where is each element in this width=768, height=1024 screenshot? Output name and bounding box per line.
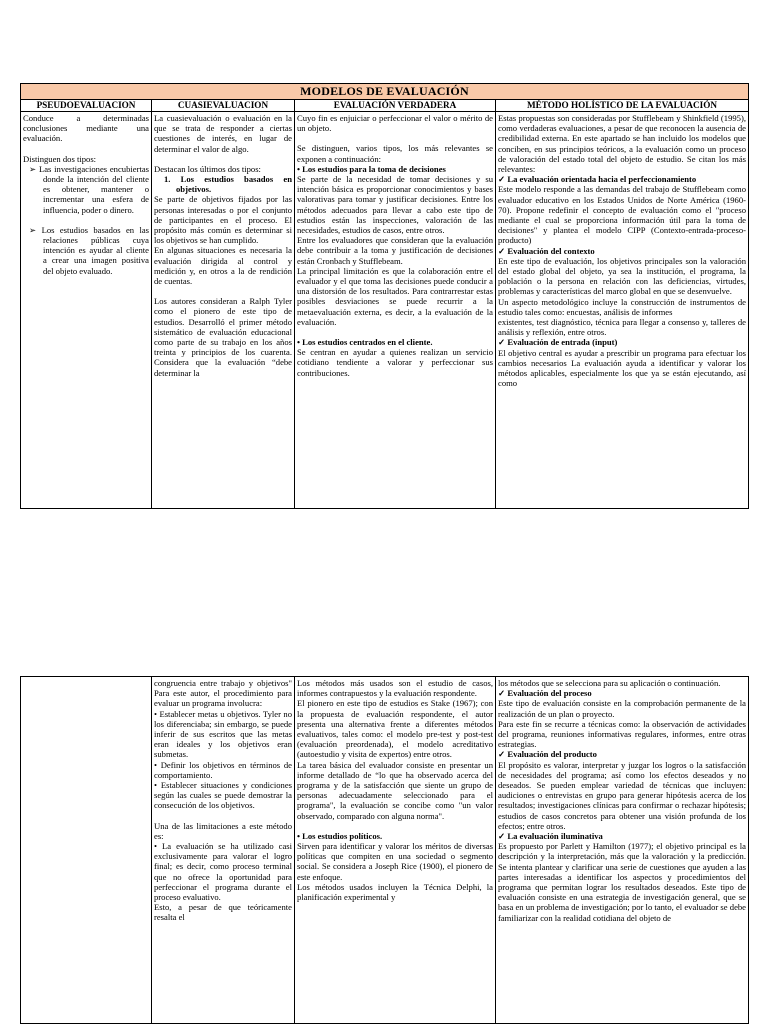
paragraph: Estas propuestas son consideradas por Stufflebeam y Shinkfield (1995), como verdaderas evaluaciones, a pesar de que reconocen la ausencia de credibilidad externa. En este apartado se han incluido los modelos que conciben, en sus principios teóricos, a la evaluación como un proceso de valoración del estado total del objeto de estudio. Se citan los más relevantes: [498,113,746,175]
cell-pseudoevaluacion [21,112,152,509]
check-heading: ✓ Evaluación del proceso [498,688,592,699]
paragraph: Una de las limitaciones a este método es: [154,820,292,841]
paragraph: Los autores consideran a Ralph Tyler como el pionero de este tipo de estudios. Desarrolló el primer método sistemático de evaluación educacional como parte de su trabajo en los años treinta y principios de los cuarenta. Considera que la evaluación “debe determinar la [154,296,292,378]
cell-cuasievaluacion [152,112,295,509]
cell-metodo-holistico [496,112,749,509]
paragraph: Es propuesto por Parlett y Hamilton (1977); el objetivo principal es la descripción y la interpretación, más que la valoración y la predicción. Se intenta plantear y clarificar una serie de cuestiones que ayuden a las partes interesadas a identificar los aspectos y procedimientos del programa que permitan lograr los resultados deseados. Este tipo de evaluación consiste en una estrategia de investigación general, que se basa en un problema de investigación; por lo tanto, el evaluador se debe familiarizar con la realidad cotidiana del objeto de [498,841,746,923]
header-cuasievaluacion: CUASIEVALUACION [152,100,295,112]
paragraph: Este modelo responde a las demandas del trabajo de Stufflebeam como evaluador educativo en los Estados Unidos de Norte América (1960-70). Propone redefinir el concepto de evaluación como el "proceso mediante el cual se proporciona información útil para la toma de decisiones" y plantea el modelo CIPP (Contexto-entrada-proceso-producto) [498,184,746,246]
paragraph: Entre los evaluadores que consideran que la evaluación debe contribuir a la toma y justificación de decisiones están Cronbach y Stufflebeam. [297,235,493,266]
evaluation-models-table-page1 [20,83,749,509]
evaluation-models-table-page2 [20,676,749,1024]
paragraph: existentes, test diagnóstico, técnica para llegar a consenso y, talleres de análisis y reflexión, entre otros. [498,317,746,338]
paragraph: Los métodos más usados son el estudio de casos, informes contrapuestos y la evaluación respondente. [297,678,493,699]
paragraph: congruencia entre trabajo y objetivos" Para este autor, el procedimiento para evaluar un programa involucra: [154,678,292,709]
check-heading: ✓ La evaluación iluminativa [498,831,603,842]
paragraph: Conduce a determinadas conclusiones mediante una evaluación. [23,113,149,144]
header-pseudoevaluacion: PSEUDOEVALUACION [21,100,152,112]
paragraph: En este tipo de evaluación, los objetivos principales son la valoración del estado global del objeto, ya sea la institución, el programa, la población o la persona en relación con las deficiencias, virtudes, problemas y características del marco global en que se desenvuelve. [498,255,746,297]
cell-evaluacion-verdadera-cont [295,677,496,1024]
paragraph: Sirven para identificar y valorar los méritos de diversas políticas que compiten en una sociedad o segmento social. Se considera a Joseph Rice (1900), el pionero de este enfoque. [297,841,493,882]
check-heading: ✓ Evaluación del producto [498,749,597,760]
bullet-heading: • Los estudios para la toma de decisiones [297,163,446,174]
paragraph: El pionero en este tipo de estudios es Stake (1967); con la propuesta de evaluación respondente, el autor presenta una alternativa frente a diferentes métodos evaluativos, tales como: el modelo pre-test y post-test (evaluación preordenada), el modelo acreditativo (autoestudio y visita de expertos) entre otros. [297,698,493,760]
document-title: MODELOS DE EVALUACIÓN [21,84,749,100]
cell-evaluacion-verdadera [295,112,496,509]
paragraph: Un aspecto metodológico incluye la construcción de instrumentos de estudio tales como: encuestas, análisis de informes [498,296,746,317]
paragraph: Se centran en ayudar a quienes realizan un servicio cotidiano tendiente a valorar y perfeccionar sus contribuciones. [297,347,493,378]
list-item: • La evaluación se ha utilizado casi exclusivamente para valorar el logro final; es decir, como proceso terminal que no ofrece la oportunidad para perfeccionar el programa durante el proceso evaluativo. [154,841,292,903]
cell-metodo-holistico-cont [496,677,749,1024]
cell-cuasievaluacion-cont [152,677,295,1024]
numbered-heading: 1. Los estudios basados en objetivos. [164,174,292,195]
check-heading: ✓ La evaluación orientada hacia el perfeccionamiento [498,174,697,185]
paragraph: La tarea básica del evaluador consiste en presentar un informe detallado de “lo que ha observado acerca del programa y de la satisfacción que siente un grupo de personas adecuadamente seleccionado para el programa", la evaluación se concibe como "un valor observado, comparado con alguna norma". [297,759,493,821]
paragraph: La cuasievaluación o evaluación en la que se trata de responder a ciertas cuestiones de interés, en lugar de determinar el valor de algo. [154,113,292,154]
paragraph: Destacan los últimos dos tipos: [154,163,261,174]
paragraph: El objetivo central es ayudar a prescribir un programa para efectuar los cambios necesarios La evaluación ayuda a identificar y valorar los métodos aplicables, especialmente los que ya se están ejecutando, así como [498,347,746,389]
bullet-heading: • Los estudios centrados en el cliente. [297,337,433,348]
header-evaluacion-verdadera: EVALUACIÓN VERDADERA [295,100,496,112]
paragraph: Distinguen dos tipos: [23,153,97,164]
paragraph: La principal limitación es que la colaboración entre el evaluador y el que toma las decisiones puede conducir a una distorsión de los resultados. Para contrarrestar estas posibles desviaciones se puede recurrir a la metaevaluación externa, es decir, a la evaluación de la evaluación. [297,265,493,327]
paragraph: Se parte de objetivos fijados por las personas interesadas o por el conjunto de participantes en el proceso. El propósito más común es determinar si los objetivos se han cumplido. [154,194,292,246]
paragraph: Cuyo fin es enjuiciar o perfeccionar el valor o mérito de un objeto. [297,113,493,134]
cell-pseudoevaluacion-cont [21,677,152,1024]
paragraph: Se parte de la necesidad de tomar decisiones y su intención básica es proporcionar conocimientos y bases valorativas para tomar y justificar decisiones. Entre los métodos adecuados para llevar a cabo este tipo de estudios están las inspecciones, valoración de las necesidades, estudios de casos, entre otros. [297,174,493,236]
bullet-item: ➢ Los estudios basados en las relaciones públicas cuya intención es ayudar al cliente a crear una imagen positiva del objeto evaluado. [29,224,149,276]
list-item: • Definir los objetivos en términos de comportamiento. [154,759,292,780]
paragraph: En algunas situaciones es necesaria la evaluación dirigida al control y medición y, en otros a la de rendición de cuentas. [154,245,292,287]
list-item: • Establecer metas u objetivos. Tyler no los diferenciaba; sin embargo, se puede inferir de sus escritos que las metas eran ideales y los objetivos eran submetas. [154,708,292,760]
check-heading: ✓ Evaluación del contexto [498,245,595,256]
paragraph: Esto, a pesar de que teóricamente resalta el [154,902,292,923]
check-heading: ✓ Evaluación de entrada (input) [498,337,618,348]
paragraph: Este tipo de evaluación consiste en la comprobación permanente de la realización de un plan o proyecto. [498,698,746,719]
paragraph: El propósito es valorar, interpretar y juzgar los logros o la satisfacción de necesidades del programa; así como los efectos deseados y no deseados. Se pueden emplear variedad de técnicas que incluyen: audiciones o entrevistas en grupo para generar hipótesis acerca de los resultados; investigaciones clínicas para confirmar o rechazar hipótesis; estudios de casos concretos para obtener una visión profunda de los efectos; entre otros. [498,759,746,831]
list-item: • Establecer situaciones y condiciones según las cuales se puede demostrar la consecución de los objetivos. [154,780,292,811]
paragraph: Los métodos usados incluyen la Técnica Delphi, la planificación experimental y [297,881,493,903]
paragraph: los métodos que se selecciona para su aplicación o continuación. [498,678,721,688]
paragraph: Para este fin se recurre a técnicas como: la observación de actividades del programa, reuniones informativas regulares, informes, entre otras estrategias. [498,718,746,750]
bullet-heading: • Los estudios políticos. [297,830,383,841]
header-metodo-holistico: MÉTODO HOLÍSTICO DE LA EVALUACIÓN [496,100,749,112]
bullet-item: ➢ Las investigaciones encubiertas donde la intención del cliente es obtener, mantener o incrementar una esfera de influencia, poder o dinero. [29,163,149,215]
paragraph: Se distinguen, varios tipos, los más relevantes se exponen a continuación: [297,143,493,164]
